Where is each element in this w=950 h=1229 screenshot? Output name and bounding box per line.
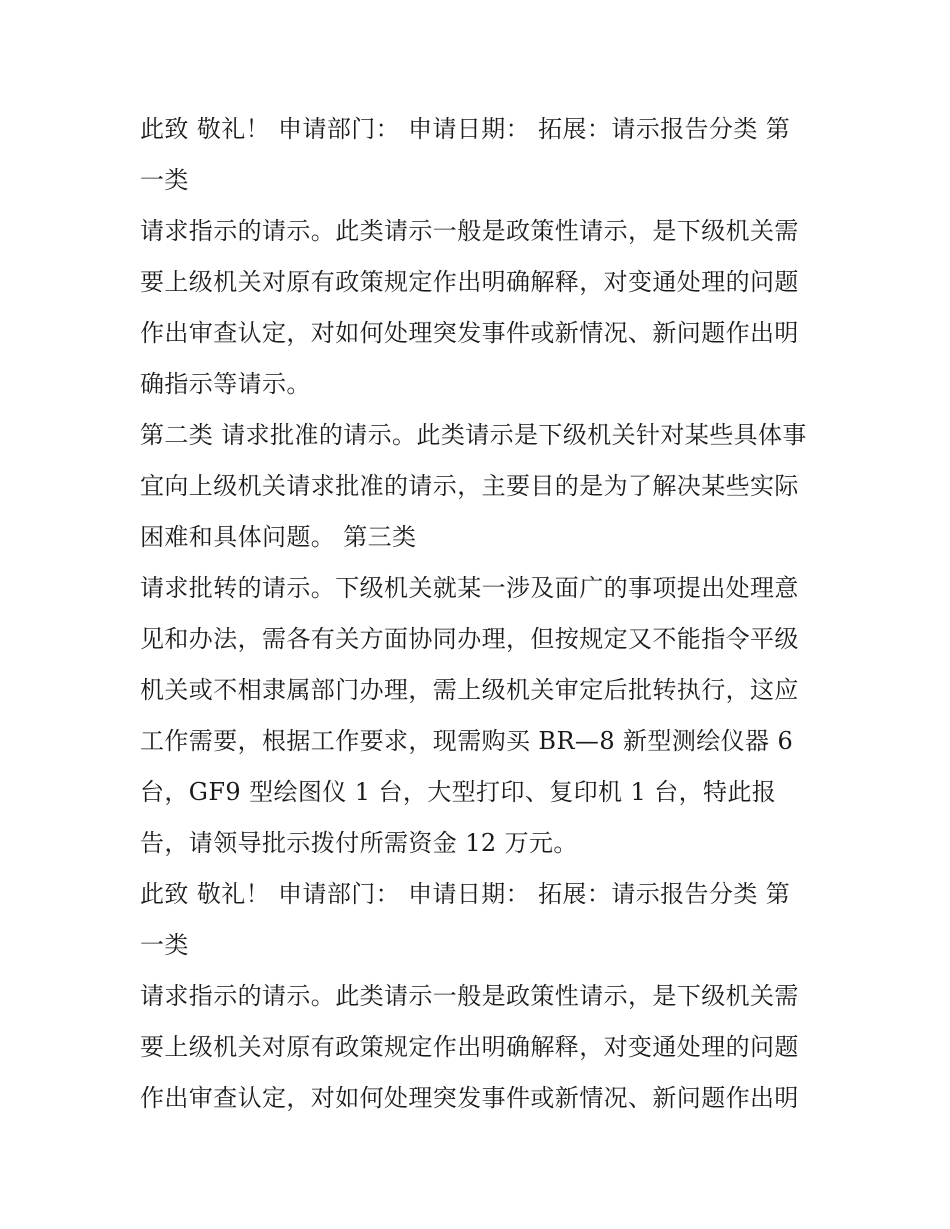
paragraph-closing-1: 此致 敬礼！ 申请部门： 申请日期： 拓展：请示报告分类 第一类 (140, 115, 791, 194)
paragraph-type-2: 第二类 请求批准的请示。此类请示是下级机关针对某些具体事宜向上级机关请求批准的请示，主要目的是为了解决某些实际困难和具体问题。 第三类 (140, 421, 807, 551)
paragraph-type-1: 请求指示的请示。此类请示一般是政策性请示，是下级机关需要上级机关对原有政策规定作出明确解释，对变通处理的问题作出审查认定，对如何处理突发事件或新情况、新问题作出明确指示等请示。 (140, 217, 799, 398)
paragraph-type-3: 请求批转的请示。下级机关就某一涉及面广的事项提出处理意见和办法，需各有关方面协同办理，但按规定又不能指令平级机关或不相隶属部门办理，需上级机关审定后批转执行，这应工作需要，根据工作要求，现需购买 BR—8 新型测绘仪器 6 台，GF9 型绘图仪 1 台，大型打印、复印机 1 台，特此报告，请领导批示拨付所需资金 12 万元。 (140, 574, 799, 857)
paragraph-closing-2: 此致 敬礼！ 申请部门： 申请日期： 拓展：请示报告分类 第一类 (140, 880, 791, 959)
document-body (140, 104, 812, 1124)
paragraph-type-1-repeat: 请求指示的请示。此类请示一般是政策性请示，是下级机关需要上级机关对原有政策规定作出明确解释，对变通处理的问题作出审查认定，对如何处理突发事件或新情况、新问题作出明 (140, 982, 799, 1112)
